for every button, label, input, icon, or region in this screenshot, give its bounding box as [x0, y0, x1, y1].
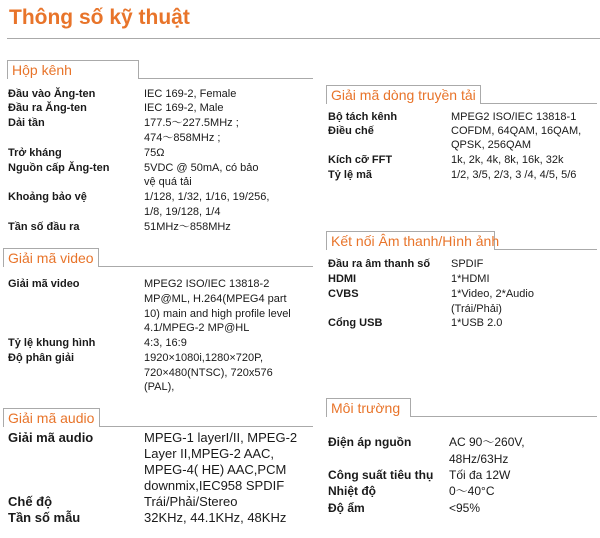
spec-label: Giải mã audio — [8, 430, 94, 445]
spec-value: 10) main and high profile level — [144, 308, 291, 320]
spec-value: 51MHz～858MHz — [144, 221, 231, 233]
spec-label: Chế độ — [8, 494, 53, 509]
spec-label: Độ ẩm — [328, 501, 365, 515]
spec-value: MPEG2 ISO/IEC 13818-2 — [144, 278, 270, 290]
spec-label: HDMI — [328, 273, 357, 285]
spec-value: <95% — [449, 501, 481, 515]
spec-label: Cổng USB — [328, 317, 383, 329]
spec-value: 1*Video, 2*Audio — [451, 288, 534, 300]
spec-value: SPDIF — [451, 258, 484, 270]
spec-label: Giải mã video — [8, 278, 80, 290]
spec-value: MPEG-4( HE) AAC,PCM — [144, 462, 287, 477]
spec-value: 1920×1080i,1280×720P, — [144, 352, 264, 364]
section-header-av: Kết nối Âm thanh/Hình ảnh — [326, 231, 495, 250]
spec-label: Điều chế — [328, 125, 374, 137]
spec-label: Độ phân giải — [8, 352, 74, 364]
spec-value: 5VDC @ 50mA, có bảo — [144, 162, 259, 174]
spec-value: 1/128, 1/32, 1/16, 19/256, — [144, 191, 270, 203]
spec-label: Đầu vào Ăng-ten — [8, 88, 96, 100]
spec-value: 32KHz, 44.1KHz, 48KHz — [144, 510, 287, 525]
spec-label: Công suất tiêu thụ — [328, 468, 434, 482]
section-divider-environment — [411, 416, 597, 417]
spec-label: Nhiệt độ — [328, 484, 376, 498]
spec-label: Tỷ lệ mã — [328, 169, 373, 181]
spec-value: QPSK, 256QAM — [451, 139, 532, 151]
section-header-video: Giải mã video — [3, 248, 99, 267]
spec-value: 720×480(NTSC), 720x576 — [144, 367, 273, 379]
section-header-environment: Môi trường — [326, 398, 411, 417]
section-header-transport: Giải mã dòng truyền tải — [326, 85, 481, 104]
spec-label: Kích cỡ FFT — [328, 154, 393, 166]
spec-value: 474～858MHz ; — [144, 132, 221, 144]
spec-value: MP@ML, H.264(MPEG4 part — [144, 293, 287, 305]
spec-value: 4:3, 16:9 — [144, 337, 187, 349]
spec-value: 1/2, 3/5, 2/3, 3 /4, 4/5, 5/6 — [451, 169, 577, 181]
spec-label: Nguồn cấp Ăng-ten — [8, 162, 110, 174]
spec-value: (PAL), — [144, 381, 175, 393]
spec-value: MPEG2 ISO/IEC 13818-1 — [451, 111, 577, 123]
spec-label: Đầu ra Ăng-ten — [8, 102, 87, 114]
spec-value: 1/8, 19/128, 1/4 — [144, 206, 221, 218]
spec-value: Layer II,MPEG-2 AAC, — [144, 446, 275, 461]
section-divider-transport — [481, 103, 597, 104]
section-divider-tuner — [139, 78, 313, 79]
spec-label: Bộ tách kênh — [328, 111, 398, 123]
spec-label: Dải tần — [8, 117, 45, 129]
spec-value: 0～40°C — [449, 484, 495, 498]
spec-label: Khoảng bảo vệ — [8, 191, 87, 203]
spec-value: IEC 169-2, Female — [144, 88, 237, 100]
spec-value: AC 90～260V, — [449, 435, 525, 449]
section-divider-video — [99, 266, 313, 267]
title-divider — [7, 38, 600, 39]
spec-value: 1k, 2k, 4k, 8k, 16k, 32k — [451, 154, 564, 166]
spec-value: 48Hz/63Hz — [449, 452, 509, 466]
spec-value: 177.5～227.5MHz ; — [144, 117, 239, 129]
spec-value: (Trái/Phải) — [451, 303, 502, 315]
spec-label: Điện áp nguồn — [328, 435, 412, 449]
spec-value: 1*USB 2.0 — [451, 317, 503, 329]
spec-value: Trái/Phải/Stereo — [144, 494, 238, 509]
spec-value: 1*HDMI — [451, 273, 490, 285]
section-divider-audio — [100, 426, 313, 427]
spec-value: downmix,IEC958 SPDIF — [144, 478, 285, 493]
spec-value: COFDM, 64QAM, 16QAM, — [451, 125, 582, 137]
spec-value: 75Ω — [144, 147, 165, 159]
section-header-audio: Giải mã audio — [3, 408, 100, 427]
spec-label: Trở kháng — [8, 147, 62, 159]
spec-label: Tỷ lệ khung hình — [8, 337, 96, 349]
spec-value: 4.1/MPEG-2 MP@HL — [144, 322, 250, 334]
spec-value: MPEG-1 layerI/II, MPEG-2 — [144, 430, 298, 445]
section-divider-av — [495, 249, 597, 250]
spec-value: IEC 169-2, Male — [144, 102, 224, 114]
spec-label: Đầu ra âm thanh số — [328, 258, 431, 270]
spec-label: Tần số mẫu — [8, 510, 81, 525]
spec-label: CVBS — [328, 288, 359, 300]
spec-value: Tối đa 12W — [449, 468, 511, 482]
page-title: Thông số kỹ thuật — [9, 6, 190, 29]
spec-value: vệ quá tải — [144, 176, 192, 188]
spec-label: Tần số đầu ra — [8, 221, 80, 233]
section-header-tuner: Hộp kênh — [7, 60, 139, 79]
